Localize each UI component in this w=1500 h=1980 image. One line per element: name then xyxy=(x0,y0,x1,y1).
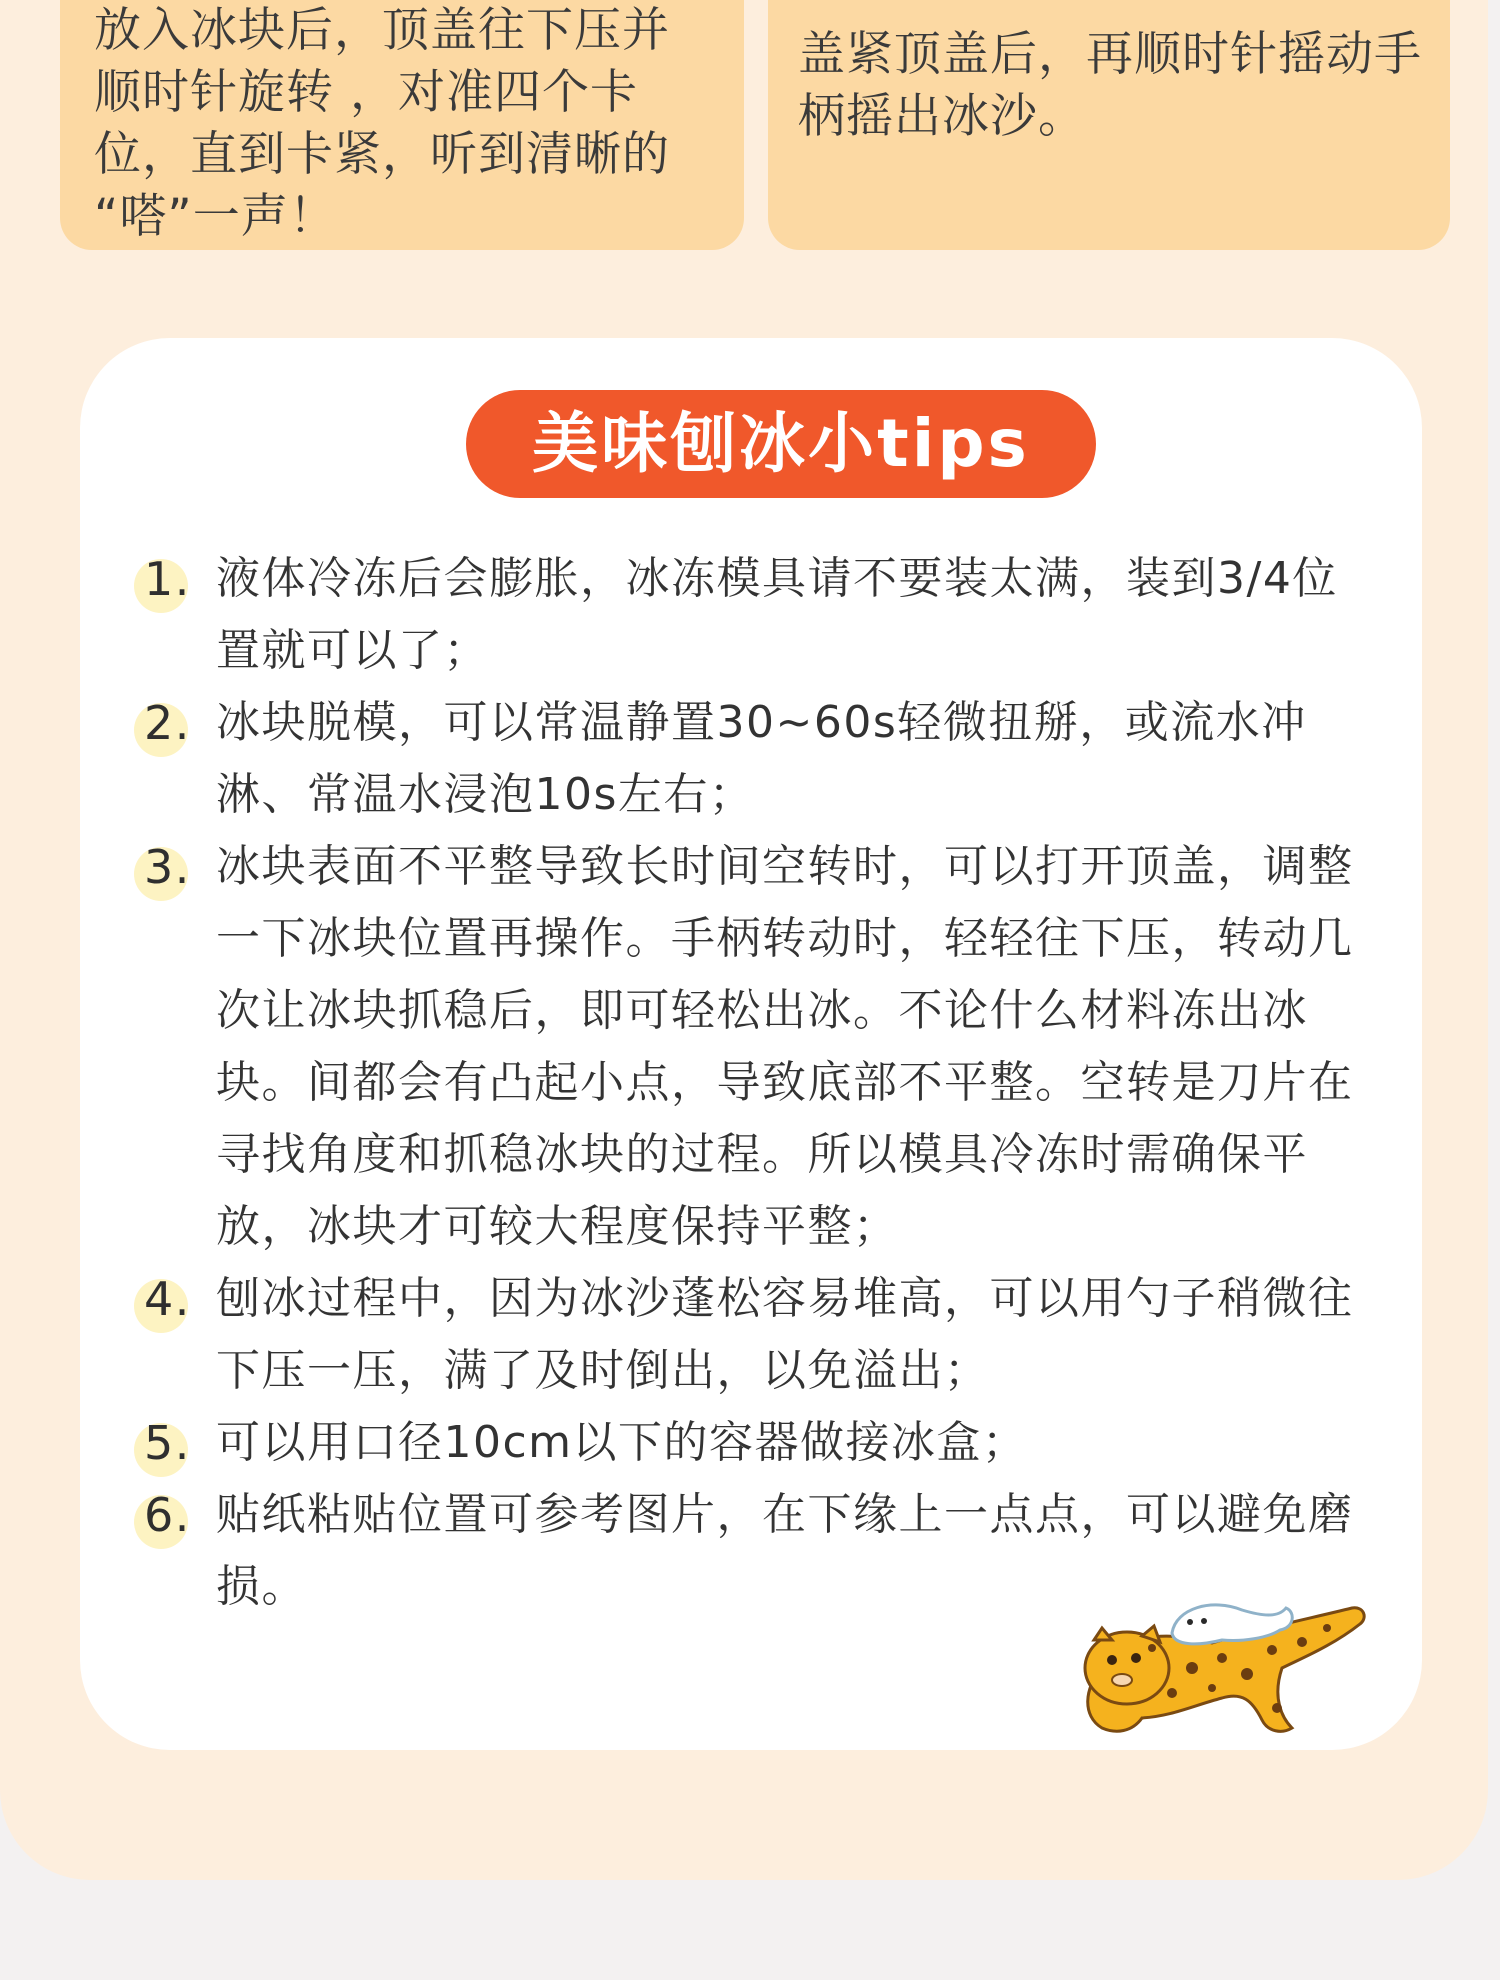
tips-title: 美味刨冰小tips xyxy=(466,390,1096,498)
tips-list xyxy=(134,543,1434,1623)
tip-number-text: 3. xyxy=(144,840,191,894)
tip-text: 冰块表面不平整导致长时间空转时，可以打开顶盖，调整一下冰块位置再操作。手柄转动时，轻轻往下压，转动几次让冰块抓稳后，即可轻松出冰。不论什么材料冻出冰块。间都会有凸起小点，导致底部不平整。空转是刀片在寻找角度和抓稳冰块的过程。所以模具冷冻时需确保平放，冰块才可较大程度保持平整； xyxy=(216,841,1354,1252)
tip-number xyxy=(134,1479,212,1551)
tip-item xyxy=(134,1407,1434,1479)
tip-item xyxy=(134,1263,1434,1407)
tip-number xyxy=(134,1263,212,1335)
tip-number xyxy=(134,1407,212,1479)
tip-number-text: 4. xyxy=(144,1272,191,1326)
tip-text: 刨冰过程中，因为冰沙蓬松容易堆高，可以用勺子稍微往下压一压，满了及时倒出，以免溢出； xyxy=(216,1273,1354,1396)
tip-text: 可以用口径10cm以下的容器做接冰盒； xyxy=(216,1417,1028,1468)
tip-text: 冰块脱模，可以常温静置30~60s轻微扭掰，或流水冲淋、常温水浸泡10s左右； xyxy=(216,697,1307,820)
tip-item xyxy=(134,543,1434,687)
tip-number xyxy=(134,687,212,759)
step-card-crank-handle xyxy=(768,0,1450,250)
tip-number xyxy=(134,543,212,615)
tip-number-text: 6. xyxy=(144,1488,191,1542)
tip-number-text: 5. xyxy=(144,1416,191,1470)
tip-item xyxy=(134,831,1434,1263)
step-card-insert-ice xyxy=(60,0,744,250)
tips-card xyxy=(80,338,1422,1750)
leopard-seal-mascot-icon xyxy=(1072,1588,1372,1738)
step-text: 放入冰块后，顶盖往下压并 顺时针旋转 ，对准四个卡 位，直到卡紧，听到清晰的 “嗒”一声！ xyxy=(94,3,670,244)
tip-item xyxy=(134,687,1434,831)
step-text: 盖紧顶盖后，再顺时针摇动手 柄摇出冰沙。 xyxy=(798,27,1422,144)
tip-number-text: 2. xyxy=(144,696,191,750)
tip-text: 贴纸粘贴位置可参考图片，在下缘上一点点，可以避免磨损。 xyxy=(216,1489,1354,1612)
tip-number-text: 1. xyxy=(144,552,191,606)
tip-number xyxy=(134,831,212,903)
tip-text: 液体冷冻后会膨胀，冰冻模具请不要装太满，装到3/4位置就可以了； xyxy=(216,553,1338,676)
